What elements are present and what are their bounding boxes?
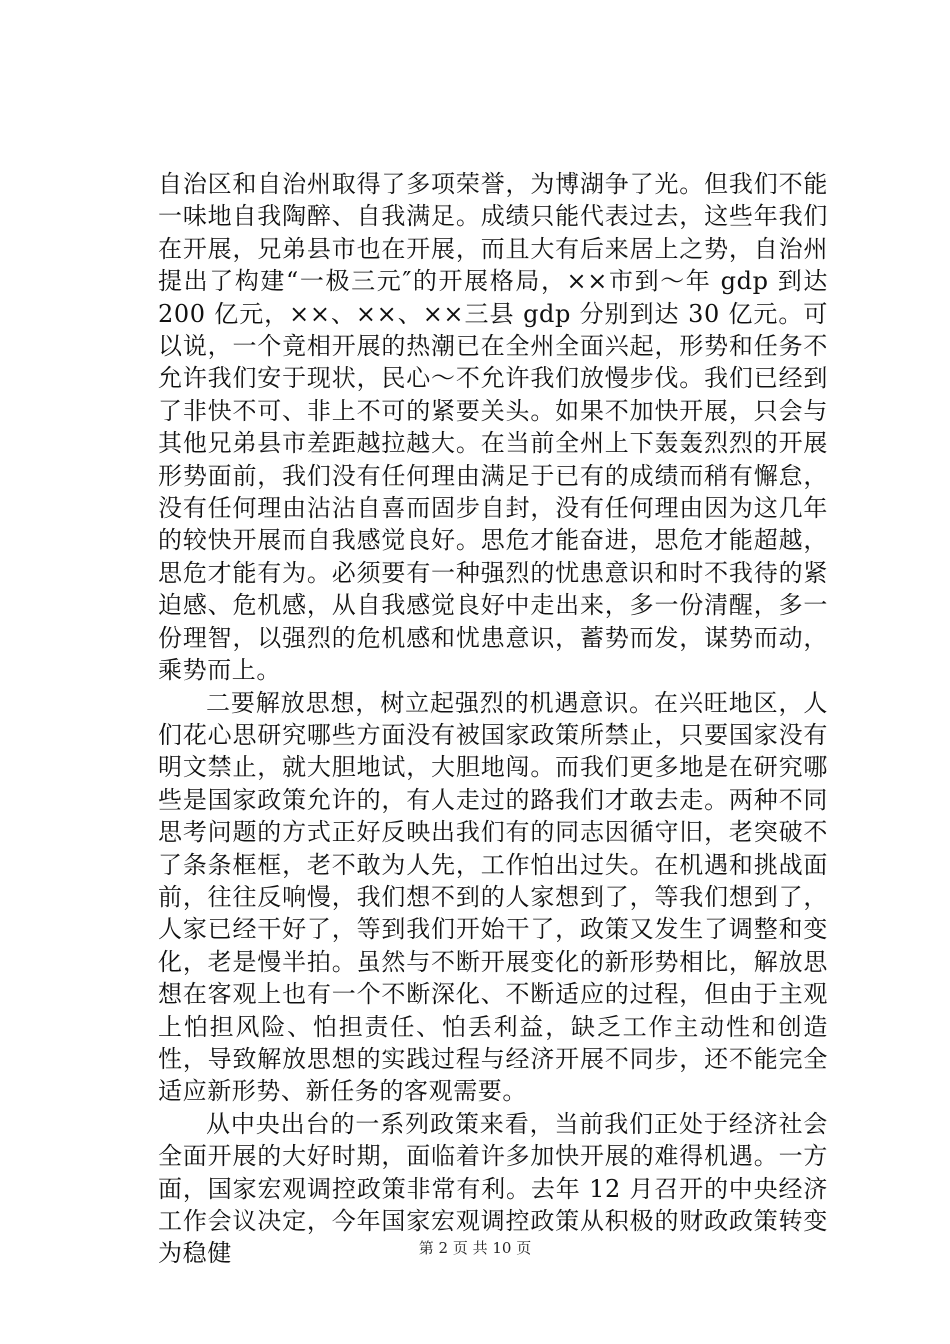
paragraph-2: 二要解放思想，树立起强烈的机遇意识。在兴旺地区，人们花心思研究哪些方面没有被国家政策所禁止，只要国家没有明文禁止，就大胆地试，大胆地闯。而我们更多地是在研究哪些是国家政策允许的，有人走过的路我们才敢去走。两种不同思考问题的方式正好反映出我们有的同志因循守旧，老突破不了条条框框，老不敢为人先，工作怕出过失。在机遇和挑战面前，往往反响慢，我们想不到的人家想到了，等我们想到了，人家已经干好了，等到我们开始干了，政策又发生了调整和变化，老是慢半拍。虽然与不断开展变化的新形势相比，解放思想在客观上也有一个不断深化、不断适应的过程，但由于主观上怕担风险、怕担责任、怕丢利益，缺乏工作主动性和创造性，导致解放思想的实践过程与经济开展不同步，还不能完全适应新形势、新任务的客观需要。: [158, 688, 828, 1106]
page-footer: 第 2 页 共 10 页: [418, 1239, 532, 1257]
document-body: [158, 168, 828, 1270]
paragraph-3: 从中央出台的一系列政策来看，当前我们正处于经济社会全面开展的大好时期，面临着许多加快开展的难得机遇。一方面，国家宏观调控政策非常有利。去年 12 月召开的中央经济工作会议决定，今年国家宏观调控政策从积极的财政政策转变为稳健: [158, 1109, 828, 1268]
paragraph-1: 自治区和自治州取得了多项荣誉，为博湖争了光。但我们不能一味地自我陶醉、自我满足。成绩只能代表过去，这些年我们在开展，兄弟县市也在开展，而且大有后来居上之势，自治州提出了构建“一极三元″的开展格局，××市到～年 gdp 到达 200 亿元，××、××、××三县 gdp 分别到达 30 亿元。可以说，一个竟相开展的热潮已在全州全面兴起，形势和任务不允许我们安于现状，民心～不允许我们放慢步伐。我们已经到了非快不可、非上不可的紧要关头。如果不加快开展，只会与其他兄弟县市差距越拉越大。在当前全州上下轰轰烈烈的开展形势面前，我们没有任何理由满足于已有的成绩而稍有懈怠，没有任何理由沾沾自喜而固步自封，没有任何理由因为这几年的较快开展而自我感觉良好。思危才能奋进，思危才能超越，思危才能有为。必须要有一种强烈的忧患意识和时不我待的紧迫感、危机感，从自我感觉良好中走出来，多一份清醒，多一份理智，以强烈的危机感和忧患意识，蓄势而发，谋势而动，乘势而上。: [158, 170, 828, 685]
